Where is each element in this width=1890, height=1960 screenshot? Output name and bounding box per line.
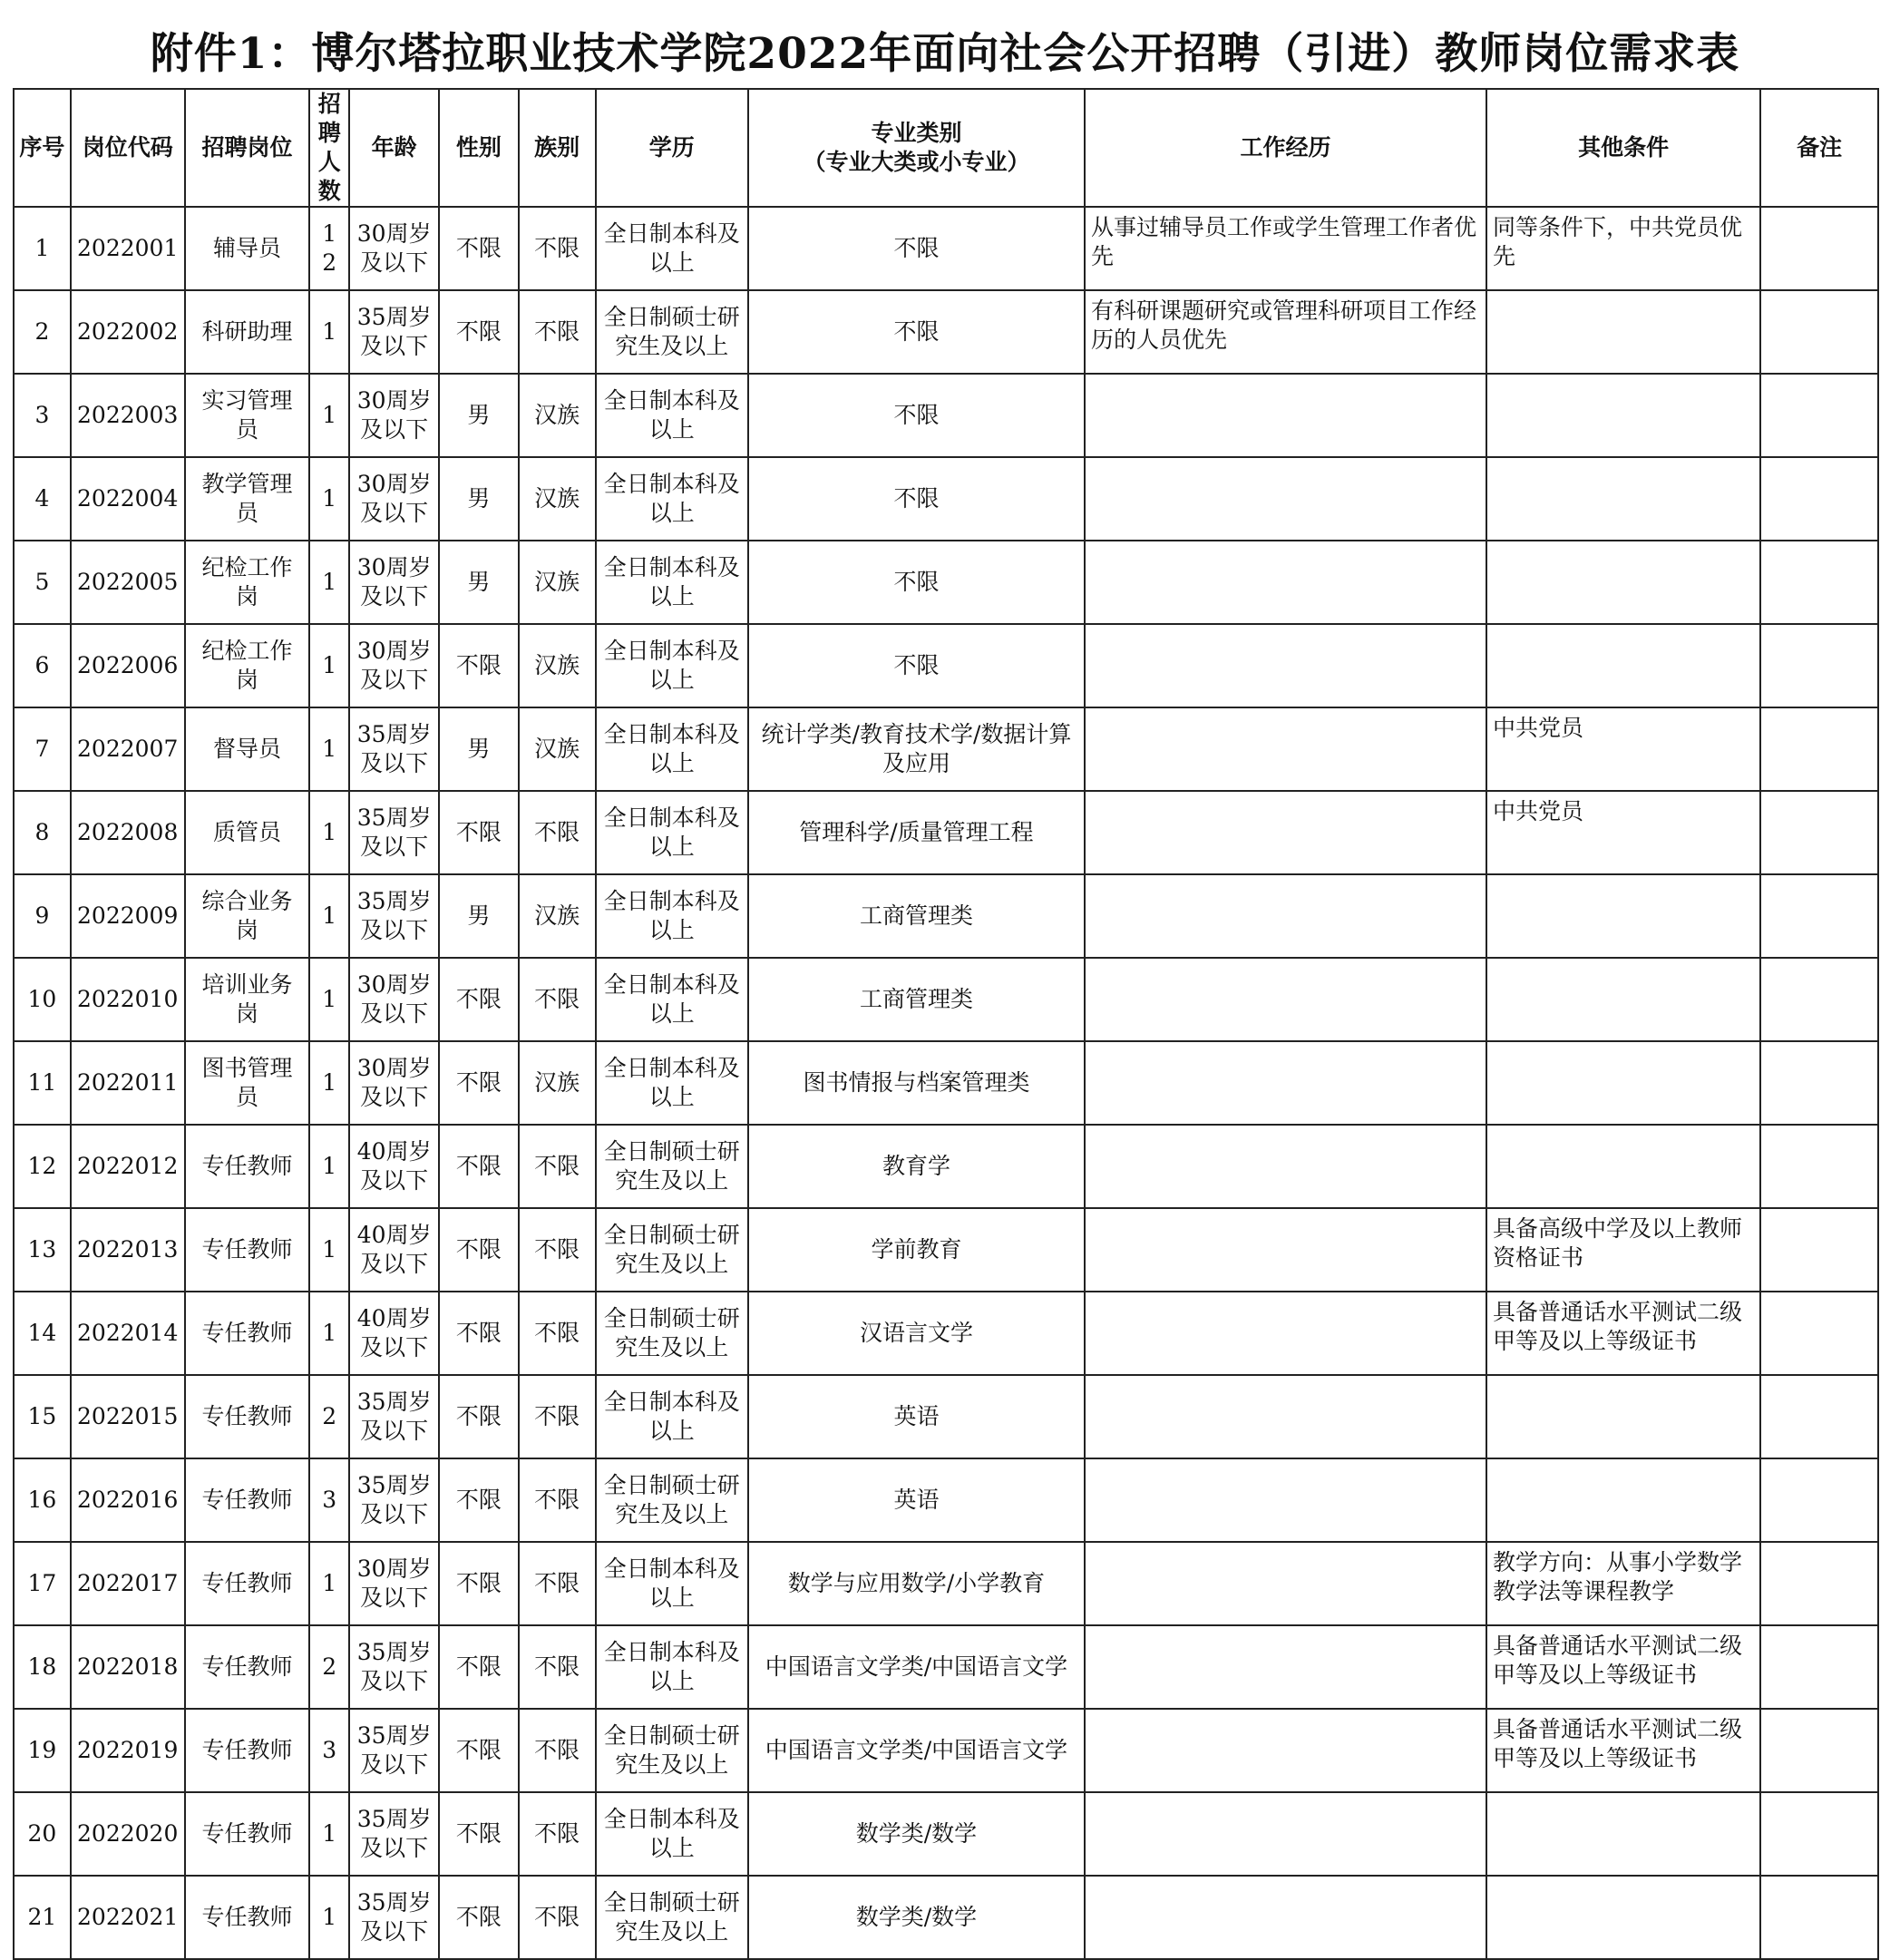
cell-code: 2022005	[71, 541, 185, 624]
cell-seq: 12	[14, 1125, 71, 1208]
cell-count: 12	[309, 207, 349, 290]
cell-age: 30周岁及以下	[349, 457, 439, 541]
cell-age: 35周岁及以下	[349, 874, 439, 958]
cell-remarks	[1760, 1292, 1878, 1375]
table-row	[14, 1542, 1878, 1625]
table-row	[14, 1625, 1878, 1709]
cell-age: 35周岁及以下	[349, 1792, 439, 1876]
cell-code: 2022006	[71, 624, 185, 707]
cell-experience	[1085, 1709, 1486, 1792]
cell-post: 纪检工作岗	[185, 624, 310, 707]
cell-seq: 8	[14, 791, 71, 874]
cell-other: 具备普通话水平测试二级甲等及以上等级证书	[1486, 1292, 1760, 1375]
cell-major: 管理科学/质量管理工程	[748, 791, 1085, 874]
cell-count: 3	[309, 1458, 349, 1542]
cell-ethnicity: 不限	[519, 1542, 596, 1625]
cell-code: 2022007	[71, 707, 185, 791]
cell-code: 2022018	[71, 1625, 185, 1709]
table-row	[14, 1458, 1878, 1542]
cell-education: 全日制本科及以上	[596, 1542, 748, 1625]
cell-post: 专任教师	[185, 1208, 310, 1292]
cell-post: 专任教师	[185, 1625, 310, 1709]
cell-major: 数学类/数学	[748, 1792, 1085, 1876]
cell-gender: 不限	[439, 1542, 518, 1625]
cell-gender: 不限	[439, 290, 518, 374]
cell-major: 不限	[748, 624, 1085, 707]
cell-seq: 13	[14, 1208, 71, 1292]
cell-remarks	[1760, 1625, 1878, 1709]
cell-gender: 男	[439, 374, 518, 457]
cell-code: 2022019	[71, 1709, 185, 1792]
cell-remarks	[1760, 374, 1878, 457]
cell-seq: 20	[14, 1792, 71, 1876]
cell-remarks	[1760, 1709, 1878, 1792]
cell-post: 督导员	[185, 707, 310, 791]
cell-experience	[1085, 457, 1486, 541]
cell-gender: 不限	[439, 1208, 518, 1292]
cell-experience	[1085, 1041, 1486, 1125]
cell-age: 40周岁及以下	[349, 1292, 439, 1375]
cell-other	[1486, 1125, 1760, 1208]
cell-education: 全日制本科及以上	[596, 707, 748, 791]
table-row	[14, 374, 1878, 457]
table-row	[14, 290, 1878, 374]
cell-ethnicity: 不限	[519, 1625, 596, 1709]
cell-other	[1486, 1458, 1760, 1542]
cell-gender: 不限	[439, 1458, 518, 1542]
cell-other	[1486, 958, 1760, 1041]
cell-other	[1486, 874, 1760, 958]
cell-major: 英语	[748, 1375, 1085, 1458]
cell-gender: 不限	[439, 1375, 518, 1458]
cell-age: 40周岁及以下	[349, 1125, 439, 1208]
header-remarks: 备注	[1760, 89, 1878, 207]
cell-count: 1	[309, 290, 349, 374]
cell-post: 科研助理	[185, 290, 310, 374]
cell-count: 1	[309, 541, 349, 624]
cell-gender: 不限	[439, 1292, 518, 1375]
table-row	[14, 624, 1878, 707]
header-education: 学历	[596, 89, 748, 207]
cell-remarks	[1760, 541, 1878, 624]
cell-age: 30周岁及以下	[349, 624, 439, 707]
cell-education: 全日制本科及以上	[596, 541, 748, 624]
cell-post: 专任教师	[185, 1292, 310, 1375]
cell-age: 35周岁及以下	[349, 791, 439, 874]
cell-remarks	[1760, 1125, 1878, 1208]
cell-major: 数学类/数学	[748, 1876, 1085, 1959]
cell-experience	[1085, 1208, 1486, 1292]
recruitment-table	[13, 88, 1879, 1960]
cell-experience	[1085, 374, 1486, 457]
table-row	[14, 541, 1878, 624]
cell-ethnicity: 不限	[519, 791, 596, 874]
cell-code: 2022003	[71, 374, 185, 457]
cell-post: 辅导员	[185, 207, 310, 290]
cell-code: 2022001	[71, 207, 185, 290]
cell-post: 专任教师	[185, 1792, 310, 1876]
header-other: 其他条件	[1486, 89, 1760, 207]
cell-major: 教育学	[748, 1125, 1085, 1208]
cell-gender: 不限	[439, 207, 518, 290]
cell-education: 全日制本科及以上	[596, 207, 748, 290]
cell-experience	[1085, 1542, 1486, 1625]
cell-gender: 不限	[439, 1125, 518, 1208]
cell-experience	[1085, 707, 1486, 791]
cell-other: 同等条件下，中共党员优先	[1486, 207, 1760, 290]
cell-experience	[1085, 1876, 1486, 1959]
cell-age: 30周岁及以下	[349, 374, 439, 457]
cell-experience	[1085, 624, 1486, 707]
cell-experience	[1085, 1125, 1486, 1208]
cell-post: 专任教师	[185, 1542, 310, 1625]
cell-count: 1	[309, 457, 349, 541]
cell-ethnicity: 汉族	[519, 1041, 596, 1125]
cell-education: 全日制硕士研究生及以上	[596, 1292, 748, 1375]
cell-count: 1	[309, 1208, 349, 1292]
cell-seq: 2	[14, 290, 71, 374]
cell-education: 全日制本科及以上	[596, 1792, 748, 1876]
cell-education: 全日制本科及以上	[596, 1041, 748, 1125]
cell-seq: 9	[14, 874, 71, 958]
cell-experience	[1085, 1458, 1486, 1542]
table-row	[14, 207, 1878, 290]
cell-education: 全日制本科及以上	[596, 374, 748, 457]
cell-age: 35周岁及以下	[349, 1709, 439, 1792]
cell-post: 纪检工作岗	[185, 541, 310, 624]
header-post: 招聘岗位	[185, 89, 310, 207]
cell-age: 30周岁及以下	[349, 541, 439, 624]
cell-other	[1486, 290, 1760, 374]
header-experience: 工作经历	[1085, 89, 1486, 207]
cell-experience	[1085, 791, 1486, 874]
cell-count: 2	[309, 1625, 349, 1709]
cell-major: 工商管理类	[748, 958, 1085, 1041]
cell-ethnicity: 不限	[519, 290, 596, 374]
cell-other: 具备高级中学及以上教师资格证书	[1486, 1208, 1760, 1292]
cell-remarks	[1760, 958, 1878, 1041]
cell-education: 全日制硕士研究生及以上	[596, 1709, 748, 1792]
cell-post: 综合业务岗	[185, 874, 310, 958]
table-header-row	[14, 89, 1878, 207]
cell-post: 专任教师	[185, 1709, 310, 1792]
cell-other	[1486, 1041, 1760, 1125]
cell-code: 2022012	[71, 1125, 185, 1208]
cell-seq: 17	[14, 1542, 71, 1625]
cell-gender: 不限	[439, 1876, 518, 1959]
cell-count: 1	[309, 707, 349, 791]
cell-seq: 4	[14, 457, 71, 541]
cell-age: 35周岁及以下	[349, 1625, 439, 1709]
table-row	[14, 457, 1878, 541]
cell-education: 全日制硕士研究生及以上	[596, 1208, 748, 1292]
cell-major: 数学与应用数学/小学教育	[748, 1542, 1085, 1625]
cell-other	[1486, 1876, 1760, 1959]
cell-age: 30周岁及以下	[349, 207, 439, 290]
cell-ethnicity: 不限	[519, 1709, 596, 1792]
cell-code: 2022021	[71, 1876, 185, 1959]
cell-other: 具备普通话水平测试二级甲等及以上等级证书	[1486, 1625, 1760, 1709]
cell-education: 全日制本科及以上	[596, 791, 748, 874]
cell-major: 学前教育	[748, 1208, 1085, 1292]
header-gender: 性别	[439, 89, 518, 207]
cell-major: 不限	[748, 457, 1085, 541]
cell-major: 统计学类/教育技术学/数据计算及应用	[748, 707, 1085, 791]
cell-code: 2022014	[71, 1292, 185, 1375]
cell-education: 全日制本科及以上	[596, 457, 748, 541]
header-seq: 序号	[14, 89, 71, 207]
cell-experience: 从事过辅导员工作或学生管理工作者优先	[1085, 207, 1486, 290]
cell-ethnicity: 汉族	[519, 707, 596, 791]
cell-major: 中国语言文学类/中国语言文学	[748, 1709, 1085, 1792]
cell-count: 1	[309, 1792, 349, 1876]
cell-education: 全日制本科及以上	[596, 1375, 748, 1458]
cell-gender: 不限	[439, 1041, 518, 1125]
cell-remarks	[1760, 1792, 1878, 1876]
cell-major: 图书情报与档案管理类	[748, 1041, 1085, 1125]
cell-post: 专任教师	[185, 1125, 310, 1208]
cell-age: 30周岁及以下	[349, 1542, 439, 1625]
table-row	[14, 1292, 1878, 1375]
cell-ethnicity: 不限	[519, 1208, 596, 1292]
cell-gender: 男	[439, 457, 518, 541]
cell-seq: 6	[14, 624, 71, 707]
cell-remarks	[1760, 1876, 1878, 1959]
cell-seq: 5	[14, 541, 71, 624]
cell-code: 2022016	[71, 1458, 185, 1542]
cell-ethnicity: 汉族	[519, 874, 596, 958]
cell-other: 具备普通话水平测试二级甲等及以上等级证书	[1486, 1709, 1760, 1792]
cell-remarks	[1760, 1208, 1878, 1292]
cell-experience	[1085, 1625, 1486, 1709]
cell-count: 1	[309, 624, 349, 707]
cell-remarks	[1760, 624, 1878, 707]
cell-remarks	[1760, 874, 1878, 958]
cell-experience	[1085, 1292, 1486, 1375]
cell-post: 专任教师	[185, 1876, 310, 1959]
cell-gender: 男	[439, 541, 518, 624]
table-row	[14, 1876, 1878, 1959]
cell-post: 专任教师	[185, 1375, 310, 1458]
cell-other: 教学方向：从事小学数学教学法等课程教学	[1486, 1542, 1760, 1625]
cell-other: 中共党员	[1486, 707, 1760, 791]
table-row	[14, 707, 1878, 791]
cell-experience	[1085, 1375, 1486, 1458]
cell-count: 2	[309, 1375, 349, 1458]
cell-seq: 10	[14, 958, 71, 1041]
table-row	[14, 1041, 1878, 1125]
cell-count: 1	[309, 1125, 349, 1208]
table-row	[14, 1125, 1878, 1208]
cell-count: 1	[309, 1876, 349, 1959]
cell-experience	[1085, 958, 1486, 1041]
cell-education: 全日制硕士研究生及以上	[596, 1458, 748, 1542]
cell-education: 全日制本科及以上	[596, 874, 748, 958]
cell-other	[1486, 624, 1760, 707]
cell-count: 1	[309, 958, 349, 1041]
cell-code: 2022010	[71, 958, 185, 1041]
cell-gender: 男	[439, 707, 518, 791]
cell-experience	[1085, 1792, 1486, 1876]
cell-ethnicity: 不限	[519, 1292, 596, 1375]
cell-education: 全日制本科及以上	[596, 958, 748, 1041]
cell-post: 图书管理员	[185, 1041, 310, 1125]
cell-major: 英语	[748, 1458, 1085, 1542]
cell-age: 35周岁及以下	[349, 290, 439, 374]
cell-ethnicity: 不限	[519, 958, 596, 1041]
cell-ethnicity: 不限	[519, 1125, 596, 1208]
cell-seq: 21	[14, 1876, 71, 1959]
cell-count: 1	[309, 874, 349, 958]
cell-remarks	[1760, 1041, 1878, 1125]
cell-education: 全日制硕士研究生及以上	[596, 1125, 748, 1208]
cell-ethnicity: 不限	[519, 1375, 596, 1458]
cell-code: 2022017	[71, 1542, 185, 1625]
cell-gender: 不限	[439, 1792, 518, 1876]
cell-major: 工商管理类	[748, 874, 1085, 958]
cell-age: 35周岁及以下	[349, 707, 439, 791]
cell-seq: 14	[14, 1292, 71, 1375]
header-count: 招聘人数	[309, 89, 349, 207]
cell-ethnicity: 汉族	[519, 457, 596, 541]
cell-education: 全日制硕士研究生及以上	[596, 290, 748, 374]
cell-age: 30周岁及以下	[349, 1041, 439, 1125]
cell-seq: 19	[14, 1709, 71, 1792]
cell-code: 2022011	[71, 1041, 185, 1125]
header-ethnicity: 族别	[519, 89, 596, 207]
cell-remarks	[1760, 290, 1878, 374]
cell-post: 实习管理员	[185, 374, 310, 457]
cell-ethnicity: 不限	[519, 1876, 596, 1959]
cell-education: 全日制本科及以上	[596, 1625, 748, 1709]
cell-code: 2022009	[71, 874, 185, 958]
document-title: 附件1：博尔塔拉职业技术学院2022年面向社会公开招聘（引进）教师岗位需求表	[150, 29, 1740, 79]
table-row	[14, 1709, 1878, 1792]
cell-code: 2022013	[71, 1208, 185, 1292]
cell-other	[1486, 1792, 1760, 1876]
cell-code: 2022020	[71, 1792, 185, 1876]
cell-gender: 不限	[439, 791, 518, 874]
header-code: 岗位代码	[71, 89, 185, 207]
cell-count: 1	[309, 1292, 349, 1375]
cell-remarks	[1760, 1542, 1878, 1625]
cell-ethnicity: 不限	[519, 1792, 596, 1876]
cell-code: 2022004	[71, 457, 185, 541]
cell-seq: 16	[14, 1458, 71, 1542]
cell-seq: 1	[14, 207, 71, 290]
cell-seq: 18	[14, 1625, 71, 1709]
table-body	[14, 207, 1878, 1959]
cell-experience	[1085, 541, 1486, 624]
table-row	[14, 1375, 1878, 1458]
cell-code: 2022008	[71, 791, 185, 874]
cell-gender: 不限	[439, 1625, 518, 1709]
cell-post: 质管员	[185, 791, 310, 874]
cell-remarks	[1760, 707, 1878, 791]
cell-remarks	[1760, 791, 1878, 874]
table-row	[14, 1792, 1878, 1876]
cell-major: 中国语言文学类/中国语言文学	[748, 1625, 1085, 1709]
cell-code: 2022002	[71, 290, 185, 374]
cell-major: 不限	[748, 374, 1085, 457]
cell-ethnicity: 不限	[519, 1458, 596, 1542]
cell-gender: 不限	[439, 1709, 518, 1792]
cell-seq: 15	[14, 1375, 71, 1458]
cell-seq: 7	[14, 707, 71, 791]
cell-age: 35周岁及以下	[349, 1375, 439, 1458]
cell-remarks	[1760, 207, 1878, 290]
cell-ethnicity: 汉族	[519, 374, 596, 457]
cell-other	[1486, 541, 1760, 624]
cell-age: 30周岁及以下	[349, 958, 439, 1041]
cell-ethnicity: 汉族	[519, 541, 596, 624]
cell-major: 不限	[748, 541, 1085, 624]
cell-ethnicity: 汉族	[519, 624, 596, 707]
cell-post: 专任教师	[185, 1458, 310, 1542]
cell-gender: 男	[439, 874, 518, 958]
cell-age: 40周岁及以下	[349, 1208, 439, 1292]
cell-count: 1	[309, 791, 349, 874]
cell-code: 2022015	[71, 1375, 185, 1458]
cell-major: 不限	[748, 207, 1085, 290]
cell-count: 3	[309, 1709, 349, 1792]
table-row	[14, 791, 1878, 874]
cell-major: 汉语言文学	[748, 1292, 1085, 1375]
cell-post: 培训业务岗	[185, 958, 310, 1041]
cell-other	[1486, 374, 1760, 457]
cell-remarks	[1760, 1458, 1878, 1542]
cell-count: 1	[309, 374, 349, 457]
table-row	[14, 958, 1878, 1041]
table-row	[14, 874, 1878, 958]
cell-experience	[1085, 874, 1486, 958]
cell-count: 1	[309, 1041, 349, 1125]
cell-age: 35周岁及以下	[349, 1876, 439, 1959]
cell-gender: 不限	[439, 958, 518, 1041]
cell-education: 全日制本科及以上	[596, 624, 748, 707]
header-age: 年龄	[349, 89, 439, 207]
cell-post: 教学管理员	[185, 457, 310, 541]
cell-major: 不限	[748, 290, 1085, 374]
table-row	[14, 1208, 1878, 1292]
cell-gender: 不限	[439, 624, 518, 707]
cell-experience: 有科研课题研究或管理科研项目工作经历的人员优先	[1085, 290, 1486, 374]
cell-education: 全日制硕士研究生及以上	[596, 1876, 748, 1959]
cell-count: 1	[309, 1542, 349, 1625]
cell-seq: 11	[14, 1041, 71, 1125]
cell-other: 中共党员	[1486, 791, 1760, 874]
cell-age: 35周岁及以下	[349, 1458, 439, 1542]
cell-remarks	[1760, 457, 1878, 541]
cell-ethnicity: 不限	[519, 207, 596, 290]
cell-other	[1486, 1375, 1760, 1458]
cell-seq: 3	[14, 374, 71, 457]
cell-remarks	[1760, 1375, 1878, 1458]
header-major: 专业类别 （专业大类或小专业）	[748, 89, 1085, 207]
cell-other	[1486, 457, 1760, 541]
